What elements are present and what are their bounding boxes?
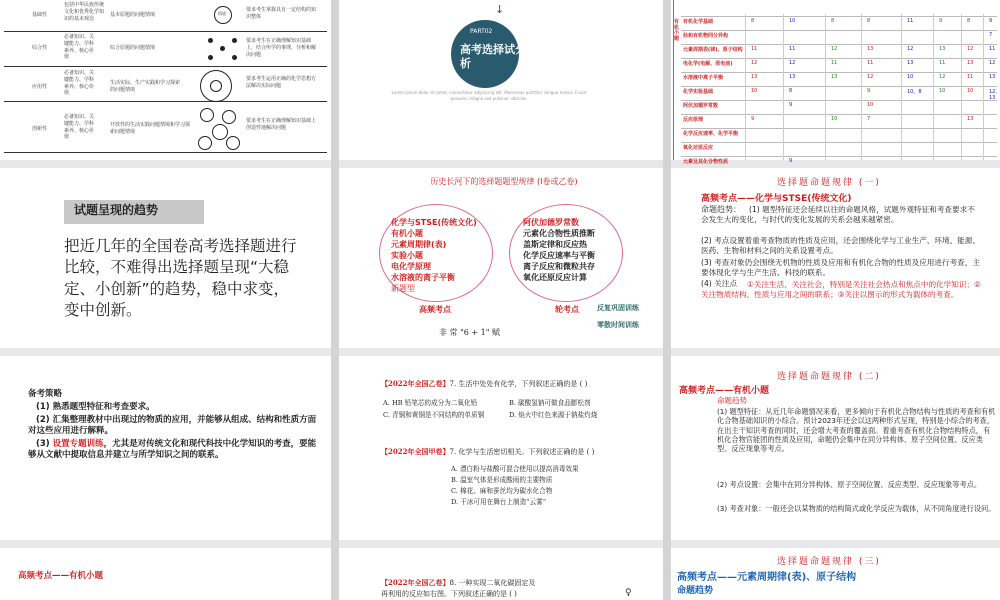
table-cell: 9 bbox=[939, 18, 943, 24]
table-row-divider bbox=[681, 114, 997, 115]
rules-2-p3: (3) 考查对象：一般还会以某物质的结构简式或化学反应为载体，从不同角度进行设问。 bbox=[717, 504, 996, 513]
table-cell: 8 bbox=[867, 18, 871, 24]
table-cell: 13 bbox=[967, 60, 974, 66]
table-cell: 10 bbox=[939, 88, 946, 94]
table-column-divider bbox=[825, 14, 826, 160]
down-arrow-icon: ↓ bbox=[495, 3, 505, 16]
trend-body: 把近几年的全国卷高考选择题进行比较，不难得出选择题呈现“大稳定、小创新”的趋势，稳中求变，变中创新。 bbox=[64, 237, 297, 320]
slide-thumbnail-2[interactable]: ↓ PART02 高考选择试分 析 Lorem ipsum dolor sit amet, consectetur adipiscing elit. Maecenas porttitor congue massa. Fusce posuere, magna sed pulvinar ultricies. bbox=[339, 0, 663, 160]
rules-3-subtitle: 高频考点——元素周期律(表)、原子结构 bbox=[677, 572, 857, 583]
table-cell: 13 bbox=[789, 74, 796, 80]
table-cell: 10 bbox=[867, 102, 874, 108]
table-cell: 10 bbox=[751, 88, 758, 94]
q1-option-b[interactable]: B. 碳酸氢钠可做食品膨松剂 bbox=[509, 399, 591, 407]
slide-thumbnail-6[interactable]: 选择题命题规律 (一) 高频考点——化学与STSE(传统文化) 命题趋势： (1) 题型特征还会延续以往的命题风格，试题外观特征和考查要求不会发生大的变化，与时代的变化发展的关系会越来越紧密。 (2) 考点设置着重考查物质的性质及应用，还会围绕化学与工业生产、环境、能源、医药、生物和材料之间的关系设置考点。 (3) 考查对象仍会围绕无机物的性质及应用和有机化合物的性质及应用进行考查，主要体现化学与生产生活、科技的联系。 (4) 关注点 ①关注生活、关注社会，特别是关注社会热点和焦点中的化学知识；②关注物质结构、性质与应用之间的联系；③关注以图示的形式为载体的考查。 bbox=[671, 168, 1000, 348]
table-cell: 13 bbox=[907, 60, 914, 66]
table-cell: 12 bbox=[831, 46, 838, 52]
table-cell: 13 bbox=[939, 46, 946, 52]
table-column-divider bbox=[961, 14, 962, 160]
table-cell: 9 bbox=[789, 102, 793, 108]
table-row-divider bbox=[681, 156, 997, 157]
table-row-label: 烃和有机物同分异构 bbox=[683, 33, 729, 39]
slide-thumbnail-9[interactable] bbox=[671, 356, 1000, 540]
rules-1-p3: (3) 考查对象仍会围绕无机物的性质及应用和有机化合物的性质及应用进行考查，主要体现化学与生产生活、科技的联系。 bbox=[701, 258, 980, 277]
q2-option-d[interactable]: D. 干冰可用在舞台上制造“云雾” bbox=[451, 498, 547, 506]
rotation-caption: 轮考点 bbox=[555, 305, 579, 314]
strategy-title: 备考策略 bbox=[28, 389, 63, 399]
table-cell: 12 bbox=[867, 74, 874, 80]
table-cell: 13 bbox=[989, 74, 996, 80]
q3-stem: 【2022年全国乙卷】8. 一种实现二氧化碳固定及 bbox=[381, 578, 536, 587]
slide-thumbnail-12[interactable] bbox=[671, 548, 1000, 600]
table-cell: 10、8 bbox=[907, 89, 922, 95]
bottom-caption: 非 常 "6 + 1" 赋 bbox=[439, 328, 500, 337]
q1-option-a[interactable]: A. HB 铅笔芯的成分为二氧化铅 bbox=[383, 399, 478, 407]
table-cell: 10 bbox=[907, 74, 914, 80]
slide-thumbnail-8[interactable] bbox=[339, 356, 663, 540]
structure-diagram-icon: ♀ bbox=[625, 588, 632, 598]
table-cell: 7 bbox=[989, 32, 993, 38]
table-column-divider bbox=[983, 14, 984, 160]
table-cell: 8 bbox=[831, 18, 835, 24]
table-cell: 13 bbox=[831, 74, 838, 80]
table-cell: 13 bbox=[867, 46, 874, 52]
table-row-divider bbox=[681, 100, 997, 101]
slide10-title: 高频考点——有机小题 bbox=[18, 571, 104, 581]
table-row-label: 反应原理 bbox=[683, 117, 704, 123]
q1-option-c[interactable]: C. 青铜和黄铜是不同结构的单质铜 bbox=[383, 411, 485, 419]
rules-3-heading: 命题趋势 bbox=[677, 586, 714, 596]
table-row-label: 有机化学基础 bbox=[683, 19, 714, 25]
table-cell: 11 bbox=[939, 60, 946, 66]
rules-2-title: 选择题命题规律 (二) bbox=[777, 372, 881, 382]
table-row-divider bbox=[681, 58, 997, 59]
table-cell: 9 bbox=[751, 116, 755, 122]
strategy-p3: (3) 设置专题训练，尤其是对传统文化和现代科技中化学知识的考查，要能够从文献中提取信息并建立与所学知识之间的联系。 bbox=[28, 439, 317, 461]
row-label: 基础性 bbox=[32, 12, 48, 18]
table-cell: 9 bbox=[867, 88, 871, 94]
table-cell: 11 bbox=[907, 18, 914, 24]
table-cell: 12 bbox=[751, 60, 758, 66]
column-gap-1 bbox=[331, 0, 339, 600]
table-cell: 12 bbox=[907, 46, 914, 52]
strategy-p2: (2) 汇集整理教材中出现过的物质的应用，并能够从组成、结构和性质方面对这些应用进行解释。 bbox=[28, 415, 317, 437]
rules-1-p2: (2) 考点设置着重考查物质的性质及应用，还会围绕化学与工业生产、环境、能源、医药、生物和材料之间的关系设置考点。 bbox=[701, 236, 980, 255]
slide-thumbnail-10[interactable] bbox=[0, 548, 331, 600]
part-label: PART02 bbox=[470, 28, 493, 35]
section-title: 高考选择试分 bbox=[460, 43, 526, 56]
table-cell: 12 bbox=[939, 74, 946, 80]
table-row-divider bbox=[681, 16, 997, 17]
note-repeat: 反复巩固训练 bbox=[597, 303, 639, 312]
slide-thumbnail-3[interactable]: 有机小题 有机化学基础 8 10 8 8 11 9 8 9 烃和有机物同分异构 7 元素周期表(律)、原子结构 11 11 12 13 12 13 12 11 电化学(电解、原电池) 12 12 11 11 13 11 13 12 水溶液中离子平衡 13 13 13 12 10 12 11 13 化学实验基础 10 8 9 10、8 10 10 12、13 阿伏加德罗常数 9 10 反应原理 9 10 7 13 化学反应速率、化学平衡 氧化还原反应 元素及其化合物性质 9 bbox=[671, 0, 1000, 160]
table-cell: 11 bbox=[751, 46, 758, 52]
slide-thumbnail-1[interactable]: 基础性 包括中华民族传统文化和优秀化学知识的基本观念 基本原题的问题情境 情境 要求考生掌握具有一定结构的知识整体 综合性 必备知识、关键能力、学科素养、核心价值 综合原题的问题情境 要求考生在正确理解知识基础上，结合所学的事理，分析和解决问题 应用性 必备知识、关键能力、学科素养、核心价值 生活实际、生产实践和学习探索的问题情境 要求考生运用正确的化学思想方法解决实际问题 创新性 必备知识、关键能力、学科素养、核心价值 开放性的生活实践问题情境和学习探索问题情境 要求考生在正确理解知识基础上创造性地解决问题 bbox=[0, 0, 331, 160]
table-column-divider bbox=[933, 14, 934, 160]
table-column-divider bbox=[783, 14, 784, 160]
table-cell: 7 bbox=[867, 116, 871, 122]
rules-2-p1: (1) 题型特征：从近几年命题情况来看，更多倾向于有机化合物结构与性质的考查和有机化合物基础知识的小综合。预计2023年还会以这两种形式呈现，特别是小综合的考查，在出主干知识考查的同时，还会增大考查的覆盖面。着重考查有机化合物结构特点，有机化合物官能团的性质及应用，命题仍会集中在同分异构体、原子空间位置、反应类型、反应现象等考点。 bbox=[717, 407, 996, 454]
table-row-divider bbox=[681, 44, 997, 45]
rules-3-title: 选择题命题规律 (三) bbox=[777, 557, 881, 567]
table-column-divider bbox=[745, 14, 746, 160]
question-2-stem: 【2022年全国甲卷】7. 化学与生活密切相关。下列叙述正确的是 ( ) bbox=[381, 447, 595, 456]
table-row-divider bbox=[681, 72, 997, 73]
lorem-text: Lorem ipsum dolor sit amet, consectetur adipiscing elit. Maecenas porttitor congue massa. Fusce posuere, magna sed pulvinar ultricies. bbox=[391, 90, 587, 101]
note-scattered: 零散时间训练 bbox=[597, 320, 639, 329]
q1-option-d[interactable]: D. 焰火中红色来源于钠盐灼烧 bbox=[509, 411, 598, 419]
table-cell: 10 bbox=[789, 18, 796, 24]
q2-option-c[interactable]: C. 棉花、麻和蚕丝均为碳水化合物 bbox=[451, 487, 553, 495]
table-row-label: 元素及其化合物性质 bbox=[683, 159, 729, 165]
table-cell: 11 bbox=[967, 74, 974, 80]
table-row-label: 阿伏加德罗常数 bbox=[683, 103, 719, 109]
table-column-divider bbox=[861, 14, 862, 160]
row-req: 要求考生掌握具有一定结构的知识整体 bbox=[246, 7, 317, 20]
table-row-label: 电化学(电解、原电池) bbox=[683, 61, 733, 67]
table-row-divider bbox=[681, 86, 997, 87]
slide-thumbnail-7[interactable] bbox=[0, 356, 331, 540]
table-cell: 12 bbox=[967, 46, 974, 52]
table-cell: 13 bbox=[967, 116, 974, 122]
rules-1-title: 选择题命题规律 (一) bbox=[777, 178, 881, 188]
table-cell: 11 bbox=[789, 46, 796, 52]
q2-option-b[interactable]: B. 温室气体是形成酸雨的主要物质 bbox=[451, 476, 553, 484]
table-cell: 11 bbox=[831, 60, 838, 66]
trend-tag-label: 试题呈现的趋势 bbox=[74, 203, 159, 217]
table-cell: 8 bbox=[789, 88, 793, 94]
table-row-label: 氧化还原反应 bbox=[683, 145, 714, 151]
strategy-p1: (1) 熟悉题型特征和考查要求。 bbox=[36, 402, 155, 412]
column-gap-2 bbox=[663, 0, 671, 600]
table-column-divider bbox=[901, 14, 902, 160]
table-cell: 8 bbox=[751, 18, 755, 24]
table-cell: 11 bbox=[867, 60, 874, 66]
table-row-divider bbox=[681, 128, 997, 129]
rules-2-heading: 命题趋势 bbox=[717, 396, 747, 405]
rules-1-p1: (1) 题型特征还会延续以往的命题风格，试题外观特征和考查要求不会发生大的变化，与时代的变化发展的关系会越来越紧密。 bbox=[701, 205, 975, 224]
table-cell: 12 bbox=[989, 60, 996, 66]
slide-thumbnail-5[interactable]: 历史长河下的选择题题型规律 (I卷或乙卷) 化学与STSE(传统文化) 有机小题 元素周期律(表) 实验小题 电化学原理 水溶液的离子平衡 新题型 阿伏加德罗常数 元素化合物性质推断 盖斯定律和反应热 化学反应速率与平衡 离子反应和微粒共存 氧化还原反应计算 高频考点 轮考点 反复巩固训练 零散时间训练 非 常 "6 + 1" 赋 bbox=[339, 168, 663, 348]
question-1-stem: 【2022年全国乙卷】7. 生活中处处有化学，下列叙述正确的是 ( ) bbox=[381, 379, 588, 388]
table-cell: 13 bbox=[751, 74, 758, 80]
row-ability: 包括中华民族传统文化和优秀化学知识的基本观念 bbox=[64, 2, 105, 22]
table-cell: 12、13 bbox=[989, 89, 1000, 101]
rules-2-subtitle: 高频考点——有机小题 bbox=[679, 386, 770, 396]
table-cell: 10 bbox=[967, 88, 974, 94]
table-cell: 12 bbox=[789, 60, 796, 66]
table-cell: 11 bbox=[989, 46, 996, 52]
table-cell: 9 bbox=[989, 18, 993, 24]
table-row-label: 化学反应速率、化学平衡 bbox=[683, 131, 739, 137]
table-row-divider bbox=[681, 30, 997, 31]
row-desc: 基本原题的问题情境 bbox=[110, 12, 156, 18]
table-row-label: 化学实验基础 bbox=[683, 89, 714, 95]
table-cell: 10 bbox=[831, 116, 838, 122]
q2-option-a[interactable]: A. 漂白粉与盐酸可混合使用以提高消毒效果 bbox=[451, 465, 579, 473]
rules-1-p4: ①关注生活、关注社会，特别是关注社会热点和焦点中的化学知识；②关注物质结构、性质与应用之间的联系；③关注以图示的形式为载体的考查。 bbox=[701, 280, 981, 299]
table-row-label: 水溶液中离子平衡 bbox=[683, 75, 724, 81]
rules-1-subtitle: 高频考点——化学与STSE(传统文化) bbox=[701, 194, 852, 204]
rules-2-p2: (2) 考点设置：会集中在同分异构体、原子空间位置、反应类型、反应现象等考点。 bbox=[717, 480, 982, 489]
slide-thumbnail-11[interactable]: 【2022年全国乙卷】8. 一种实现二氧化碳固定及 再利用的反应如右图。下列叙述正确的是 ( ) ♀ bbox=[339, 548, 663, 600]
table-cell: 9 bbox=[789, 158, 793, 164]
high-frequency-caption: 高频考点 bbox=[419, 305, 451, 314]
table-row-divider bbox=[681, 142, 997, 143]
rules-title: 历史长河下的选择题题型规律 (I卷或乙卷) bbox=[430, 177, 578, 186]
table-cell: 8 bbox=[967, 18, 971, 24]
slide-thumbnail-4[interactable] bbox=[0, 168, 331, 348]
table-row-label: 元素周期表(律)、原子结构 bbox=[683, 47, 743, 53]
